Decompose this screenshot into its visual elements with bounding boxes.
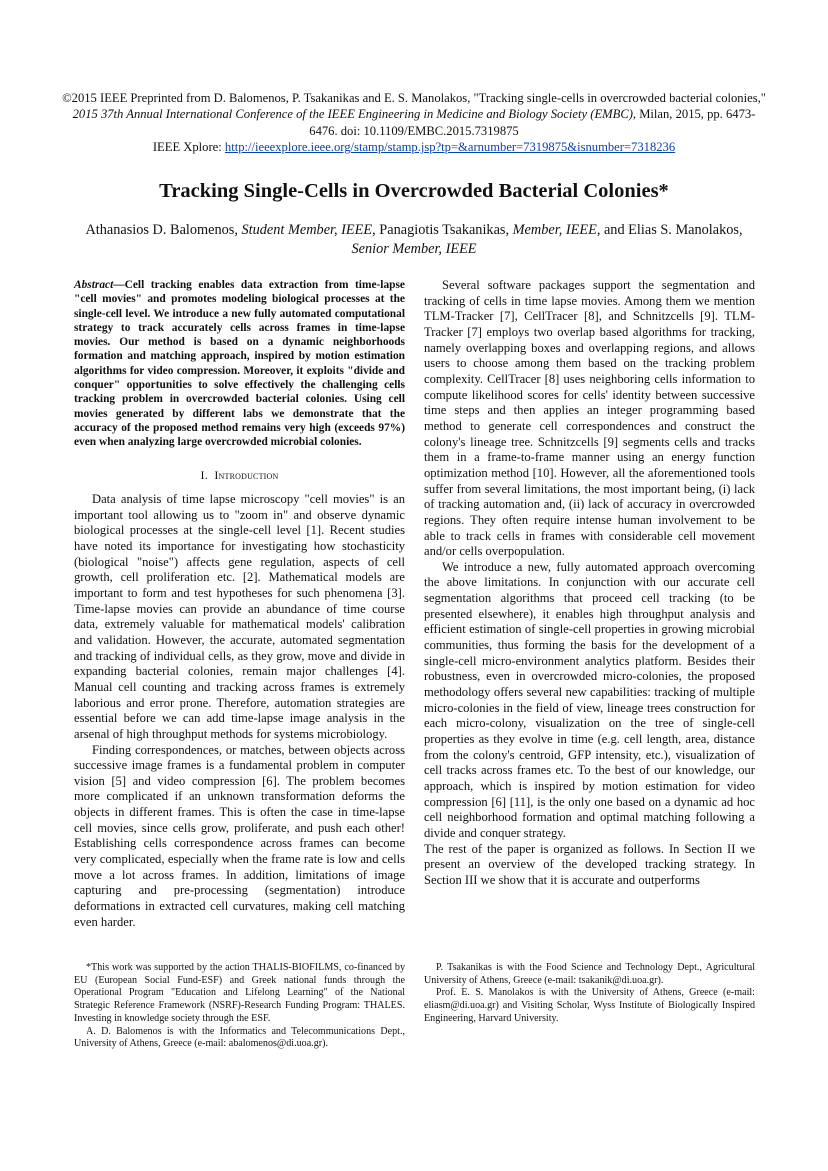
author-2-role: Member, IEEE <box>512 222 597 238</box>
author-list <box>80 221 748 258</box>
author-2: , Panagiotis Tsakanikas, <box>372 222 513 238</box>
section-heading <box>74 468 405 483</box>
section-title: Introduction <box>214 468 279 482</box>
paper-title: Tracking Single-Cells in Overcrowded Bacterial Colonies* <box>159 180 669 202</box>
xplore-line <box>60 139 768 155</box>
paragraph: Finding correspondences, or matches, between objects across successive image frames is a fundamental problem in computer vision [5] and video compression [6]. The problem becomes more complicated if an unknown transformation deforms the objects in different frames. This is often the case in time-lapse cell movies, since cells grow, proliferate, and push each other! Establishing cells correspondence across frames can become very complicated, especially when the frame rate is low and cells move a lot across frames. In addition, limitations of image capturing and pre-processing (segmentation) introduce deformations in extracted cell curvatures, making cell matching even harder. <box>74 742 405 929</box>
author-1: Athanasios D. Balomenos, <box>85 222 242 238</box>
abstract-label: Abstract <box>74 279 114 291</box>
affiliation-footnote: P. Tsakanikas is with the Food Science and Technology Dept., Agricultural University of Athens, Greece (e-mail: tsakanik@di.uoa.gr). <box>424 962 755 986</box>
xplore-link[interactable]: http://ieeexplore.ieee.org/stamp/stamp.jsp?tp=&arnumber=7319875&isnumber=7318236 <box>224 140 676 155</box>
section-number: I. <box>200 468 208 482</box>
paragraph: Several software packages support the segmentation and tracking of cells in time lapse movies. Among them we mention TLM-Tracker [7], CellTracer [8], and Schnitzcells [9]. TLM-Tracker [7] employs two overlap based algorithms for tracking, namely overlapping boxes and overlapping regions, and allows users to choose among them based on the tracking problem complexity. CellTracer [8] uses neighboring cells information to compute likelihood scores for cells' identity between successive time steps and then applies an integer programming based method to generate cell correspondences and construct the colony's lineage tree. Schnitzcells [9] segments cells and tracks them in a frame-to-frame manner using an energy function optimization method [10]. However, all the aforementioned tools suffer from several limitations, the most important being, (i) lack of tracking automation and, (ii) lack of accuracy in overcrowded regions. They often require intense human involvement to be able to track cells in frames with considerable cell movement and/or cells overpopulation. <box>424 278 755 559</box>
affiliation-footnote: A. D. Balomenos is with the Informatics and Telecommunications Dept., University of Athens, Greece (e-mail: abalomenos@di.uoa.gr). <box>74 1025 405 1050</box>
citation-line <box>60 90 768 139</box>
abstract <box>74 278 405 450</box>
citation-details: , Milan, 2015, pp. 6473-6476. doi: 10.1109/EMBC.2015.7319875 <box>309 107 756 138</box>
left-column <box>74 492 405 930</box>
xplore-label: IEEE Xplore: <box>152 140 225 155</box>
preprint-notice <box>60 90 768 156</box>
paragraph: The rest of the paper is organized as follows. In Section II we present an overview of the developed tracking strategy. In Section III we show that it is accurate and outperforms <box>424 841 755 887</box>
citation-text: ©2015 IEEE Preprinted from D. Balomenos, P. Tsakanikas and E. S. Manolakos, "Tracking single-cells in overcrowded bacterial colonies," <box>62 91 766 105</box>
paragraph: Data analysis of time lapse microscopy "cell movies" is an important tool allowing us to "zoom in" and observe dynamic biological processes at the single-cell level [1]. Recent studies have noted its importance for investigating how stochasticity (biological "noise") affects gene regulation, aspects of cell growth, cell proliferation etc. [2]. Mathematical models are important to form and test hypotheses for such phenomena [3]. Time-lapse movies can provide an abundance of time course data, extremely valuable for mathematical models' calibration and validation. However, the accurate, automated segmentation and tracking of individual cells, as they grow, move and divide in expanding bacterial colonies, remain major challenges [4]. Manual cell counting and tracking across frames is extremely laborious and error prone. Therefore, automation strategies are essential before we can add time-lapse image analysis in the arsenal of high throughput methods for systems microbiology. <box>74 492 405 741</box>
author-3-role: Senior Member, IEEE <box>351 240 477 257</box>
right-column <box>424 278 755 889</box>
paragraph: We introduce a new, fully automated approach overcoming the above limitations. In conjunction with our accurate cell segmentation algorithms that proceed cell tracking (to be presented elsewhere), it enables high throughput analysis and efficient estimation of single-cell properties in growing microbial communities, thus forming the basis for the development of a single-cell micro-environment analytics platform. Besides their robustness, even in overcrowded micro-colonies, the proposed methodology offers several new capabilities: tracking of multiple micro-colonies in the field of view, lineage trees construction for each micro-colony, visualization on the tree of single-cell properties as they evolve in time (e.g. cell length, area, distance from the colony's centroid, GFP intensity, etc.), visualization of cell tracks across frames etc. To the best of our knowledge, our approach, which is inspired by motion estimation for video compression [6] [11], is the only one based on a dynamic ad hoc cell neighborhood formation and optimal matching following a divide and conquer strategy. <box>424 559 755 840</box>
author-3: , and Elias S. Manolakos, <box>596 222 743 238</box>
footnotes-left <box>74 962 405 1051</box>
footnotes-right <box>424 962 755 1026</box>
abstract-text: —Cell tracking enables data extraction from time-lapse "cell movies" and promotes modeling biological processes at the single-cell level. We introduce a new fully automated computational strategy to track accurately cells across frames in time-lapse movies. Our method is based on a dynamic neighborhoods formation and matching approach, inspired by motion estimation algorithms for video compression. Moreover, it exploits "divide and conquer" opportunities to solve effectively the challenging cells tracking problem in overcrowded bacterial colonies. Using cell movies generated by different labs we demonstrate that the accuracy of the proposed method remains very high (exceeds 97%) even when analyzing large overcrowded microbial colonies. <box>74 279 405 449</box>
author-1-role: Student Member, IEEE <box>241 222 373 238</box>
funding-footnote: *This work was supported by the action THALIS-BIOFILMS, co-financed by EU (European Social Fund-ESF) and Greek national funds through the Operational Program "Education and Lifelong Learning" of the National Strategic Reference Framework (NSRF)-Research Funding Program: THALES. Investing in knowledge society through the ESF. <box>74 962 405 1024</box>
affiliation-footnote: Prof. E. S. Manolakos is with the University of Athens, Greece (e-mail: eliasm@di.uoa.gr) and Visiting Scholar, Wyss Institute of Biologically Inspired Engineering, Harvard University. <box>424 987 755 1024</box>
conference-name: 2015 37th Annual International Conference of the IEEE Engineering in Medicine and Biology Society (EMBC) <box>72 107 633 122</box>
